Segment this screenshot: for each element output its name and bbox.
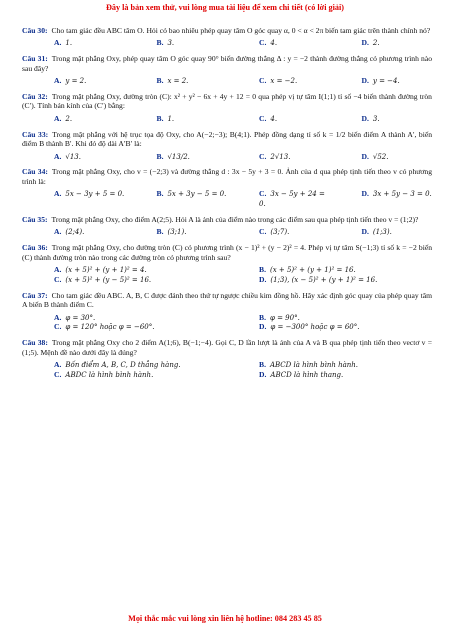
- preview-banner: Đây là bản xem thử, vui lòng mua tài liệu để xem chi tiết (có lời giải): [105, 3, 344, 12]
- option-value: x = −2.: [270, 77, 298, 86]
- answer-option[interactable]: [22, 227, 125, 237]
- option-value: ABCD là hình thang.: [270, 370, 344, 379]
- question-37: [22, 291, 432, 332]
- option-letter: A.: [54, 113, 62, 123]
- option-letter: D.: [361, 38, 369, 48]
- option-letter: C.: [54, 274, 62, 284]
- question-stem: [22, 54, 432, 73]
- option-value: 5x − 3y + 5 = 0.: [65, 190, 125, 199]
- question-number: Câu 38:: [22, 338, 48, 348]
- option-value: 1.: [167, 114, 175, 123]
- answer-option[interactable]: [330, 152, 433, 162]
- answer-option[interactable]: [125, 76, 228, 86]
- option-letter: D.: [361, 113, 369, 123]
- option-letter: B.: [156, 151, 164, 161]
- question-text: Trong mặt phẳng với hệ trục tọa độ Oxy, cho A(−2;−3); B(4;1). Phép đồng dạng tỉ số k = 1/2 biến điểm A thành A′, biến điểm B thành B′. Khi đó độ dài A′B′ là:: [22, 129, 432, 149]
- answer-option[interactable]: [22, 313, 227, 323]
- answer-option[interactable]: [330, 38, 433, 48]
- question-30: [22, 26, 432, 48]
- question-list: [22, 26, 432, 386]
- question-stem: [22, 167, 432, 186]
- question-number: Câu 33:: [22, 129, 49, 139]
- question-35: [22, 215, 432, 237]
- answer-options: [22, 313, 432, 333]
- answer-options: [22, 265, 432, 285]
- option-letter: A.: [54, 38, 62, 48]
- question-text: Trong mặt phẳng Oxy, đường tròn (C): x² + y² − 6x + 4y + 12 = 0 qua phép vị tự tâm I(1;1) tỉ số −4 biến thành đường tròn (C′). Tính bán kính của (C′) bằng:: [22, 91, 432, 111]
- option-letter: C.: [259, 113, 267, 123]
- option-value: (2;4).: [65, 228, 85, 237]
- option-value: φ = 90°.: [269, 313, 300, 322]
- question-text: Trong mặt phẳng Oxy, cho điểm A(2;5). Hỏi A là ảnh của điểm nào trong các điểm sau qua phép tịnh tiến theo v = (1;2)?: [51, 214, 419, 224]
- option-letter: D.: [259, 369, 267, 379]
- hotline-footer: Mọi thắc mắc vui lòng xin liên hệ hotline: 084 283 45 85: [128, 614, 322, 623]
- answer-options: [22, 189, 432, 209]
- option-value: (x + 5)² + (y + 1)² = 4.: [65, 266, 147, 275]
- question-number: Câu 35:: [22, 214, 48, 224]
- answer-option[interactable]: [125, 189, 228, 209]
- answer-option[interactable]: [22, 114, 125, 124]
- question-33: [22, 130, 432, 162]
- option-value: φ = 120° hoặc φ = −60°.: [65, 323, 155, 332]
- option-value: Bốn điểm A, B, C, D thẳng hàng.: [65, 361, 181, 369]
- option-value: 4.: [270, 39, 278, 48]
- question-31: [22, 54, 432, 86]
- answer-option[interactable]: [22, 189, 125, 209]
- option-letter: C.: [259, 151, 267, 161]
- option-letter: D.: [361, 76, 369, 86]
- question-number: Câu 30:: [22, 26, 48, 35]
- answer-option[interactable]: [227, 265, 432, 275]
- question-34: [22, 167, 432, 208]
- answer-option[interactable]: [227, 370, 432, 380]
- question-stem: [22, 130, 432, 149]
- answer-option[interactable]: [22, 38, 125, 48]
- option-letter: A.: [54, 312, 62, 322]
- answer-option[interactable]: [125, 152, 228, 162]
- answer-option[interactable]: [125, 38, 228, 48]
- answer-options: [22, 152, 432, 162]
- option-value: (x + 5)² + (y − 5)² = 16.: [65, 275, 152, 284]
- answer-option[interactable]: [227, 38, 330, 48]
- question-text: Trong mặt phẳng Oxy, phép quay tâm O góc quay 90° biến đường thẳng Δ : y = −2 thành đường thẳng có phương trình nào sau đây?: [22, 54, 433, 73]
- answer-option[interactable]: [330, 189, 433, 209]
- answer-option[interactable]: [227, 114, 330, 124]
- option-letter: D.: [361, 227, 369, 237]
- answer-option[interactable]: [22, 152, 125, 162]
- option-value: y = 2.: [65, 77, 87, 86]
- option-letter: C.: [259, 189, 267, 199]
- option-letter: A.: [54, 151, 62, 161]
- option-value: ABDC là hình bình hành.: [65, 370, 154, 379]
- option-letter: D.: [361, 189, 369, 199]
- option-value: 2√13.: [270, 152, 291, 161]
- question-text: Trong mặt phẳng Oxy cho 2 điểm A(1;6), B(−1;−4). Gọi C, D lần lượt là ảnh của A và B qua phép tịnh tiến theo vectơ v = (1;5). Mệnh đề nào dưới đây là đúng?: [22, 338, 432, 357]
- question-text: Cho tam giác đều ABC. A, B, C được đánh theo thứ tự ngược chiều kim đồng hồ. Hãy xác định góc quay của phép quay tâm A biến B thành điểm C.: [22, 290, 432, 310]
- question-number: Câu 37:: [22, 290, 48, 300]
- question-number: Câu 31:: [22, 54, 48, 64]
- answer-option[interactable]: [22, 370, 227, 380]
- option-value: 3.: [167, 39, 175, 48]
- answer-option[interactable]: [227, 152, 330, 162]
- option-letter: B.: [156, 113, 164, 123]
- option-letter: A.: [54, 227, 62, 237]
- answer-options: [22, 360, 432, 380]
- option-value: (x + 5)² + (y + 1)² = 16.: [269, 266, 356, 275]
- answer-options: [22, 76, 432, 86]
- option-value: √13/2.: [167, 152, 190, 161]
- option-value: φ = 30°.: [65, 313, 96, 322]
- answer-option[interactable]: [22, 265, 227, 275]
- option-letter: B.: [156, 189, 164, 199]
- answer-option[interactable]: [330, 76, 433, 86]
- answer-options: [22, 227, 432, 237]
- question-stem: [22, 92, 432, 111]
- question-stem: [22, 291, 432, 310]
- option-letter: C.: [54, 369, 62, 379]
- option-letter: D.: [361, 151, 369, 161]
- answer-option[interactable]: [22, 360, 227, 370]
- option-value: x = 2.: [167, 77, 189, 86]
- answer-option[interactable]: [227, 189, 330, 209]
- option-value: √13.: [65, 152, 81, 161]
- option-letter: C.: [259, 76, 267, 86]
- answer-option[interactable]: [125, 227, 228, 237]
- answer-option[interactable]: [330, 227, 433, 237]
- question-stem: [22, 243, 432, 262]
- answer-option[interactable]: [227, 313, 432, 323]
- question-stem: [22, 338, 432, 357]
- option-value: 4.: [270, 114, 278, 123]
- answer-option[interactable]: [22, 322, 227, 332]
- option-value: 2.: [372, 39, 380, 48]
- option-letter: A.: [54, 189, 62, 199]
- answer-options: [22, 38, 432, 48]
- option-letter: D.: [259, 274, 267, 284]
- option-letter: B.: [259, 312, 266, 322]
- answer-option[interactable]: [22, 275, 227, 285]
- option-letter: C.: [259, 38, 267, 48]
- option-value: (3;1).: [167, 228, 187, 237]
- option-letter: A.: [54, 265, 62, 275]
- question-stem: [22, 215, 432, 224]
- question-36: [22, 243, 432, 284]
- question-number: Câu 34:: [22, 167, 48, 177]
- answer-option[interactable]: [227, 322, 432, 332]
- option-letter: A.: [54, 76, 62, 86]
- option-value: 3x − 5y + 24 = 0.: [259, 190, 325, 209]
- answer-option[interactable]: [227, 360, 432, 370]
- option-value: 3x + 5y − 3 = 0.: [372, 190, 432, 199]
- option-value: 2.: [65, 114, 73, 123]
- option-letter: B.: [259, 360, 266, 369]
- option-value: y = −4.: [372, 77, 400, 86]
- option-value: 1.: [65, 39, 73, 48]
- option-value: 5x + 3y − 5 = 0.: [167, 190, 227, 199]
- option-letter: D.: [259, 322, 267, 332]
- answer-option[interactable]: [125, 114, 228, 124]
- answer-option[interactable]: [22, 76, 125, 86]
- question-stem: [22, 26, 432, 35]
- option-value: √52.: [372, 152, 389, 161]
- question-32: [22, 92, 432, 124]
- question-38: [22, 338, 432, 379]
- option-letter: C.: [259, 227, 267, 237]
- option-letter: B.: [156, 38, 164, 48]
- option-value: (1;3), (x − 5)² + (y + 1)² = 16.: [270, 275, 378, 284]
- option-value: 3.: [372, 114, 380, 123]
- question-number: Câu 36:: [22, 243, 48, 253]
- option-value: (3;7).: [270, 228, 290, 237]
- option-letter: B.: [259, 265, 266, 275]
- question-text: Cho tam giác đều ABC tâm O. Hỏi có bao nhiêu phép quay tâm O góc quay α, 0 < α < 2π biến tam giác trên thành chính nó?: [51, 26, 431, 35]
- answer-options: [22, 114, 432, 124]
- answer-option[interactable]: [330, 114, 433, 124]
- option-letter: B.: [156, 227, 164, 237]
- option-value: ABCD là hình bình hành.: [269, 361, 359, 369]
- option-value: φ = −300° hoặc φ = 60°.: [270, 323, 360, 332]
- answer-option[interactable]: [227, 76, 330, 86]
- answer-option[interactable]: [227, 227, 330, 237]
- question-text: Trong mặt phẳng Oxy, cho đường tròn (C) có phương trình (x − 1)² + (y − 2)² = 4. Phép vị tự tâm S(−1;3) tỉ số k = −2 biến (C) thành đường tròn nào trong các đường tròn có phương trình sau?: [22, 243, 432, 262]
- option-value: (1;3).: [372, 228, 392, 237]
- answer-option[interactable]: [227, 275, 432, 285]
- option-letter: B.: [156, 76, 164, 86]
- question-number: Câu 32:: [22, 91, 48, 101]
- option-letter: A.: [54, 360, 62, 369]
- option-letter: C.: [54, 322, 62, 332]
- question-text: Trong mặt phẳng Oxy, cho v = (−2;3) và đường thẳng d : 3x − 5y + 3 = 0. Ảnh của d qua phép tịnh tiến theo v có phương trình là:: [22, 167, 432, 186]
